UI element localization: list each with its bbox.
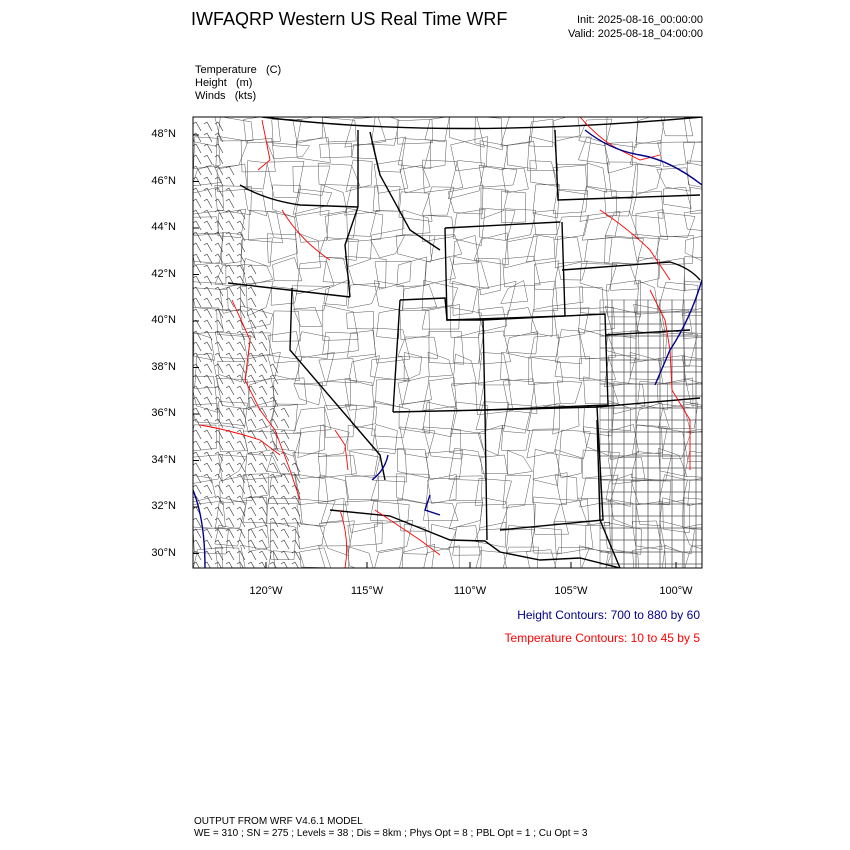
lon-label: 120°W [249,585,283,597]
lon-label: 115°W [350,585,384,597]
ca-nv-border [290,288,385,480]
lat-label: 34°N [151,453,176,466]
lat-label: 48°N [151,128,176,140]
temperature-contours-label: Temperature Contours: 10 to 45 by 5 [504,631,700,645]
model-settings: WE = 310 ; SN = 275 ; Levels = 38 ; Dis = 8km ; Phys Opt = 8 ; PBL Opt = 1 ; Cu Opt = 3 [194,828,588,839]
variable-temperature: Temperature (C) [195,64,282,76]
lat-label: 40°N [151,314,176,326]
lat-label: 38°N [151,360,176,373]
lat-label: 42°N [151,267,176,280]
lon-label: 100°W [659,585,693,597]
temperature-contours [200,117,690,568]
lat-label: 46°N [151,174,176,187]
ks-ok-border [597,398,700,407]
ut-border [400,298,485,410]
lat-label: 30°N [151,546,176,559]
model-info [194,816,587,840]
map-title: IWFAQRP Western US Real Time WRF [191,9,508,29]
height-contours-label: Height Contours: 700 to 880 by 60 [517,608,700,622]
lat-label: 36°N [151,407,176,419]
model-version: OUTPUT FROM WRF V4.6.1 MODEL [194,816,363,827]
canada-border [262,117,702,129]
lon-label: 105°W [554,585,588,597]
variable-winds: Winds (kts) [195,90,257,102]
mexico-border [330,510,620,568]
variable-height: Height (m) [195,77,253,89]
valid-time: Valid: 2025-08-18_04:00:00 [568,28,703,40]
init-time: Init: 2025-08-16_00:00:00 [577,14,703,26]
county-borders [188,112,723,581]
lat-label: 32°N [151,500,176,512]
lat-label: 44°N [151,221,176,233]
lon-label: 110°W [453,585,487,597]
